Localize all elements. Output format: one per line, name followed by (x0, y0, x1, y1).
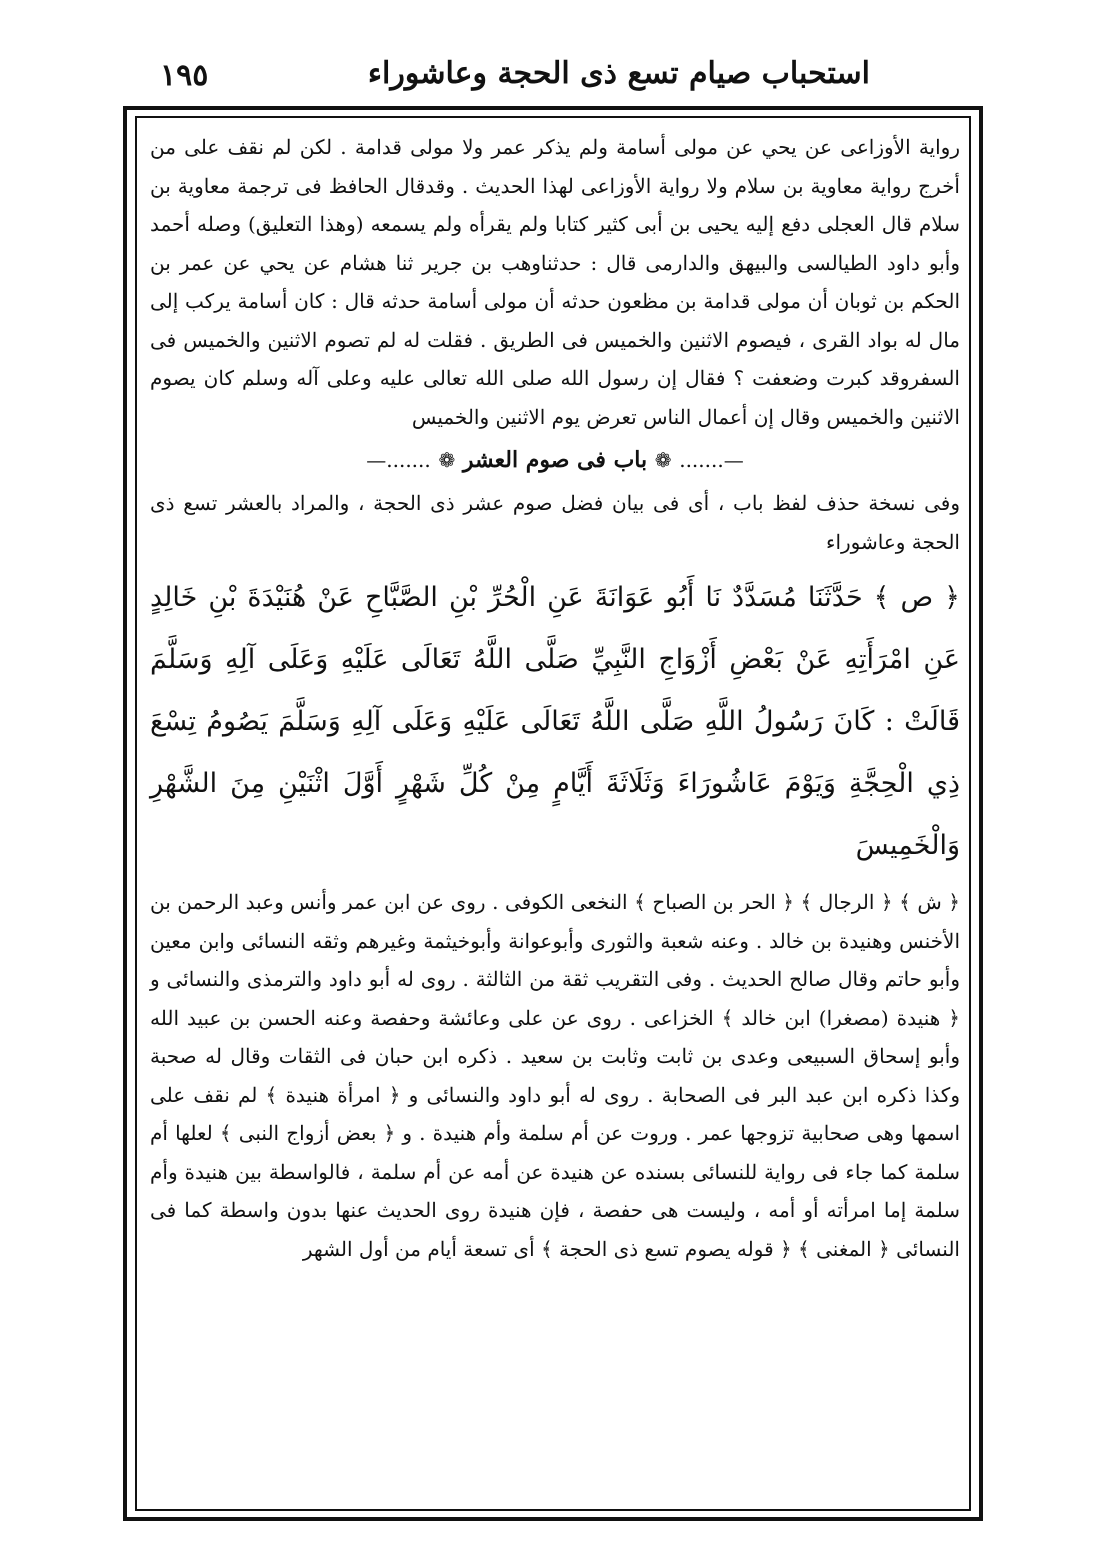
flower-ornament-icon: ❁ (438, 448, 456, 472)
hadith-text: ﴿ ص ﴾ حَدَّثَنَا مُسَدَّدٌ نَا أَبُو عَوَانَةَ عَنِ الْحُرِّ بْنِ الصَّبَّاحِ عَنْ هُنَيْدَةَ بْنِ خَالِدٍ عَنِ امْرَأَتِهِ عَنْ بَعْضِ أَزْوَاجِ النَّبِيِّ صَلَّى اللَّهُ تَعَالَى عَلَيْهِ وَعَلَى آلِهِ وَسَلَّمَ قَالَتْ : كَانَ رَسُولُ اللَّهِ صَلَّى اللَّهُ تَعَالَى عَلَيْهِ وَعَلَى آلِهِ وَسَلَّمَ يَصُومُ تِسْعَ ذِي الْحِجَّةِ وَيَوْمَ عَاشُورَاءَ وَثَلَاثَةَ أَيَّامٍ مِنْ كُلِّ شَهْرٍ أَوَّلَ اثْنَيْنِ مِنَ الشَّهْرِ وَالْخَمِيسَ (150, 582, 960, 861)
flower-ornament-icon: ❁ (654, 448, 672, 472)
page-number: ١٩٥ (160, 58, 209, 93)
page-header (120, 52, 980, 102)
chapter-heading (150, 438, 960, 482)
ornament-rule-right: —....... (679, 448, 744, 472)
chapter-title: باب فى صوم العشر (462, 447, 648, 473)
running-title: استحباب صيام تسع ذى الحجة وعاشوراء (367, 56, 870, 91)
commentary-paragraph-top: رواية الأوزاعى عن يحي عن مولى أسامة ولم يذكر عمر ولا مولى قدامة . لكن لم نقف على من أخرج رواية معاوية بن سلام ولا رواية الأوزاعى لهذا الحديث . وقدقال الحافظ فى ترجمة معاوية بن سلام قال العجلى دفع إليه يحيى بن أبى كثير كتابا ولم يقرأه ولم يسمعه (وهذا التعليق) وصله أحمد وأبو داود الطيالسى والبيهق والدارمى قال : حدثناوهب بن جرير ثنا هشام عن يحي عن عمر بن الحكم بن ثوبان أن مولى قدامة بن مظعون حدثه أن مولى أسامة حدثه قال : كان أسامة يركب إلى مال له بواد القرى ، فيصوم الاثنين والخميس فى الطريق . فقلت له لم تصوم الاثنين والخميس فى السفروقد كبرت وضعفت ؟ فقال إن رسول الله صلى الله تعالى عليه وعلى آله وسلم كان يصوم الاثنين والخميس وقال إن أعمال الناس تعرض يوم الاثنين والخميس (150, 135, 960, 429)
chapter-intro: وفى نسخة حذف لفظ باب ، أى فى بيان فضل صوم عشر ذى الحجة ، والمراد بالعشر تسع ذى الحجة وعاشوراء (150, 491, 960, 554)
ornament-rule-left: .......— (366, 448, 431, 472)
commentary-paragraph: ﴿ ش ﴾ ﴿ الرجال ﴾ ﴿ الحر بن الصباح ﴾ النخعى الكوفى . روى عن ابن عمر وأنس وعبد الرحمن بن الأخنس وهنيدة بن خالد . وعنه شعبة والثورى وأبوعوانة وأبوخيثمة وغيرهم وثقه النسائى وابن معين وأبو حاتم وقال صالح الحديث . وفى التقريب ثقة من الثالثة . روى له أبو داود والترمذى والنسائى و ﴿ هنيدة (مصغرا) ابن خالد ﴾ الخزاعى . روى عن على وعائشة وحفصة وعنه الحسن بن عبيد الله وأبو إسحاق السبيعى وعدى بن ثابت وثابت بن سعيد . ذكره ابن حبان فى الثقات وقال له صحبة وكذا ذكره ابن عبد البر فى الصحابة . روى له أبو داود والنسائى و ﴿ امرأة هنيدة ﴾ لم نقف على اسمها وهى صحابية تزوجها عمر . وروت عن أم سلمة وأم هنيدة . و ﴿ بعض أزواج النبى ﴾ لعلها أم سلمة كما جاء فى رواية للنسائى بسنده عن هنيدة عن أمه عن أم سلمة ، فالواسطة بين هنيدة وأم سلمة إما امرأته أو أمه ، وليست هى حفصة ، فإن هنيدة روى الحديث عنها بدون واسطة كما فى النسائى ﴿ المغنى ﴾ ﴿ قوله يصوم تسع ذى الحجة ﴾ أى تسعة أيام من أول الشهر (150, 890, 961, 1261)
page-body (150, 128, 960, 1268)
